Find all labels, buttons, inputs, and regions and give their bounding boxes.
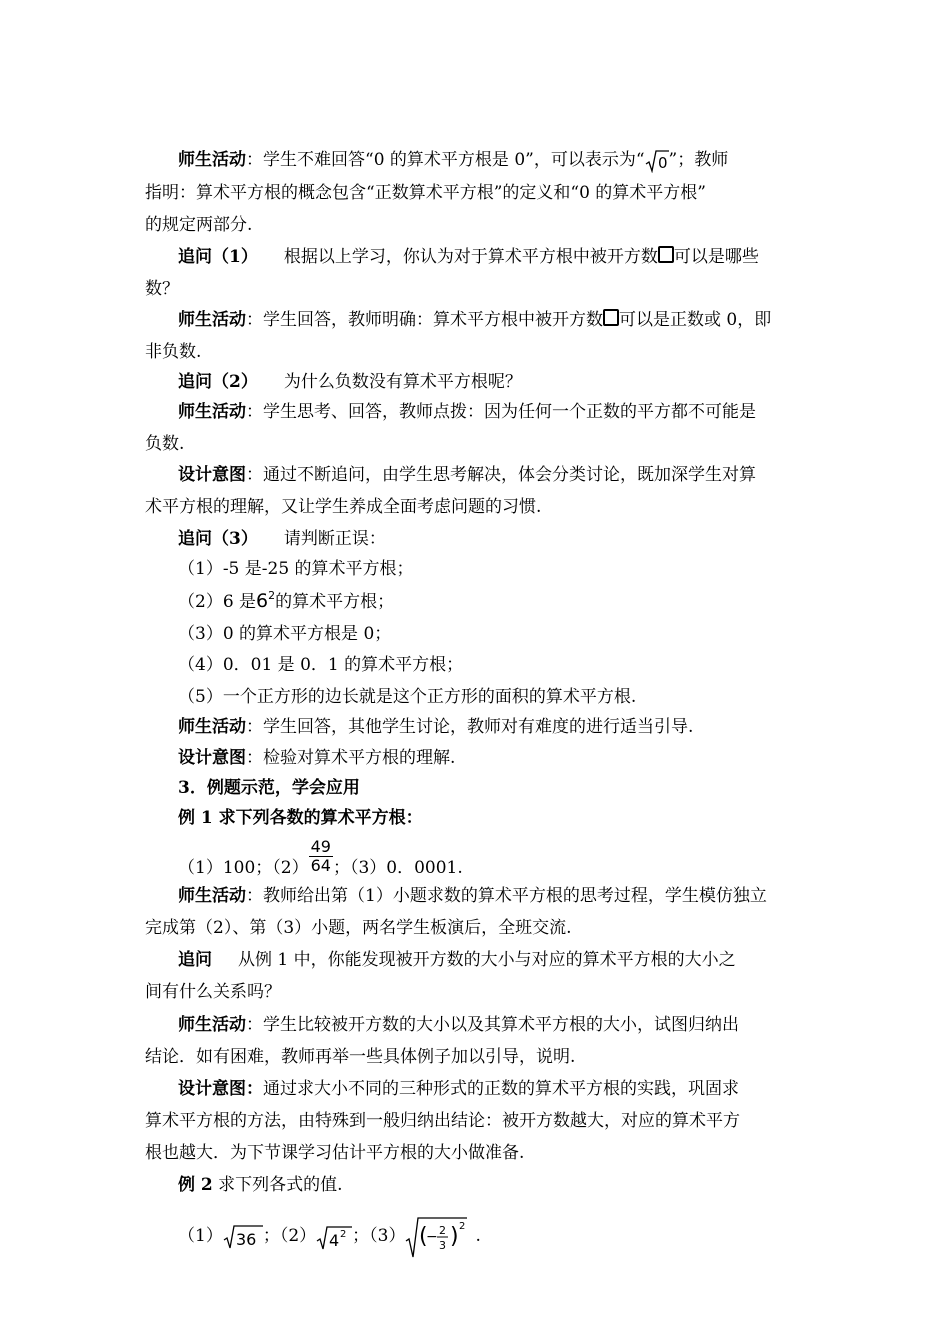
paragraph-line: 算术平方根的方法，由特殊到一般归纳出结论：被开方数越大，对应的算术平方 xyxy=(145,1111,740,1131)
paragraph-line: 师生活动：学生不难回答“0 的算术平方根是 0”，可以表示为“ 0 ”；教师 xyxy=(178,150,729,172)
label-design-intent: 设计意图 xyxy=(178,748,246,768)
label-design-intent: 设计意图 xyxy=(178,465,246,485)
paragraph-line: 师生活动：教师给出第（1）小题求数的算术平方根的思考过程，学生模仿独立 xyxy=(178,886,767,906)
label-follow-up-question: 追问（2） xyxy=(178,372,258,392)
label-follow-up-question: 追问（3） xyxy=(178,529,258,549)
paragraph-line: 师生活动：学生回答，教师明确：算术平方根中被开方数 可以是正数或 0，即 xyxy=(178,310,772,330)
paragraph-line: 设计意图：通过求大小不同的三种形式的正数的算术平方根的实践，巩固求 xyxy=(178,1079,739,1099)
list-item: （5）一个正方形的边长就是这个正方形的面积的算术平方根. xyxy=(178,687,637,707)
paragraph-line: 设计意图：通过不断追问，由学生思考解决，体会分类讨论，既加深学生对算 xyxy=(178,465,756,485)
paragraph-line: 数？ xyxy=(145,279,179,299)
example-2-expressions: （1） 36 ；（2） 4 2 ；（3） ( − 2 3 ) 2 . xyxy=(178,1214,481,1258)
svg-text:2: 2 xyxy=(340,1228,347,1240)
paragraph-line: 师生活动：学生回答，其他学生讨论，教师对有难度的进行适当引导. xyxy=(178,717,694,737)
paragraph-line: 指明：算术平方根的概念包含“正数算术平方根”的定义和“0 的算术平方根” xyxy=(145,183,706,203)
section-heading: 3．例题示范，学会应用 xyxy=(178,778,360,798)
variable-a-symbol xyxy=(658,246,674,263)
paragraph-line: 追问（2） 为什么负数没有算术平方根呢？ xyxy=(178,372,522,392)
sqrt-zero-expression xyxy=(645,149,669,173)
list-item: （1）-5 是-25 的算术平方根； xyxy=(178,559,414,579)
list-item: （4）0．01 是 0．1 的算术平方根； xyxy=(178,655,464,675)
example-items: （1）100；（2） $\frac{49}{64}$ ；（3）0．0001. xyxy=(178,837,463,878)
label-teacher-student-activity: 师生活动 xyxy=(178,886,246,906)
paragraph-line: 设计意图：检验对算术平方根的理解. xyxy=(178,748,456,768)
paragraph-line: 的规定两部分. xyxy=(145,215,253,235)
label-teacher-student-activity: 师生活动 xyxy=(178,402,246,422)
label-teacher-student-activity: 师生活动 xyxy=(178,150,246,170)
label-follow-up-question: 追问（1） xyxy=(178,247,258,267)
sqrt-4-squared-expression xyxy=(316,1223,352,1251)
label-teacher-student-activity: 师生活动 xyxy=(178,310,246,330)
example-heading: 例 2 求下列各式的值. xyxy=(178,1175,343,1195)
paragraph-line: 术平方根的理解，又让学生养成全面考虑问题的习惯. xyxy=(145,497,542,517)
label-design-intent: 设计意图： xyxy=(178,1079,263,1099)
paragraph-line: 师生活动：学生比较被开方数的大小以及其算术平方根的大小，试图归纳出 xyxy=(178,1015,739,1035)
label-follow-up-question: 追问 xyxy=(178,950,212,970)
svg-text:2: 2 xyxy=(459,1220,466,1232)
paragraph-line: 追问（3） 请判断正误： xyxy=(178,529,386,549)
svg-text:0: 0 xyxy=(657,153,668,172)
sqrt-negative-fraction-squared-expression xyxy=(405,1215,475,1259)
paragraph-line: 结论．如有困难，教师再举一些具体例子加以引导，说明. xyxy=(145,1047,576,1067)
svg-text:4: 4 xyxy=(329,1230,340,1250)
svg-text:3: 3 xyxy=(439,1238,447,1252)
paragraph-line: 师生活动：学生思考、回答，教师点拨：因为任何一个正数的平方都不可能是 xyxy=(178,402,756,422)
svg-text:(: ( xyxy=(419,1223,429,1249)
svg-text:): ) xyxy=(450,1223,460,1249)
svg-text:−: − xyxy=(426,1228,439,1245)
paragraph-line: 间有什么关系吗？ xyxy=(145,982,281,1002)
label-teacher-student-activity: 师生活动 xyxy=(178,717,246,737)
paragraph-line: 负数. xyxy=(145,434,185,454)
fraction-49-64: $\frac{49}{64}$ xyxy=(310,837,331,875)
paragraph-line: 追问 从例 1 中，你能发现被开方数的大小与对应的算术平方根的大小之 xyxy=(178,950,736,970)
list-item: （2）6 是$6^2$的算术平方根； xyxy=(178,589,395,612)
example-heading: 例 1 求下列各数的算术平方根： xyxy=(178,808,423,828)
paragraph-line: 非负数. xyxy=(145,342,202,362)
label-teacher-student-activity: 师生活动 xyxy=(178,1015,246,1035)
svg-text:2: 2 xyxy=(439,1223,447,1237)
list-item: （3）0 的算术平方根是 0； xyxy=(178,624,392,644)
paragraph-line: 追问（1） 根据以上学习，你认为对于算术平方根中被开方数 可以是哪些 xyxy=(178,247,759,267)
power-expression: $6^2$ xyxy=(256,589,276,612)
paragraph-line: 根也越大．为下节课学习估计平方根的大小做准备. xyxy=(145,1143,525,1163)
svg-text:36: 36 xyxy=(235,1229,257,1249)
variable-a-symbol xyxy=(603,309,619,326)
paragraph-line: 完成第（2）、第（3）小题，两名学生板演后，全班交流. xyxy=(145,918,572,938)
sqrt-36-expression xyxy=(223,1224,263,1250)
